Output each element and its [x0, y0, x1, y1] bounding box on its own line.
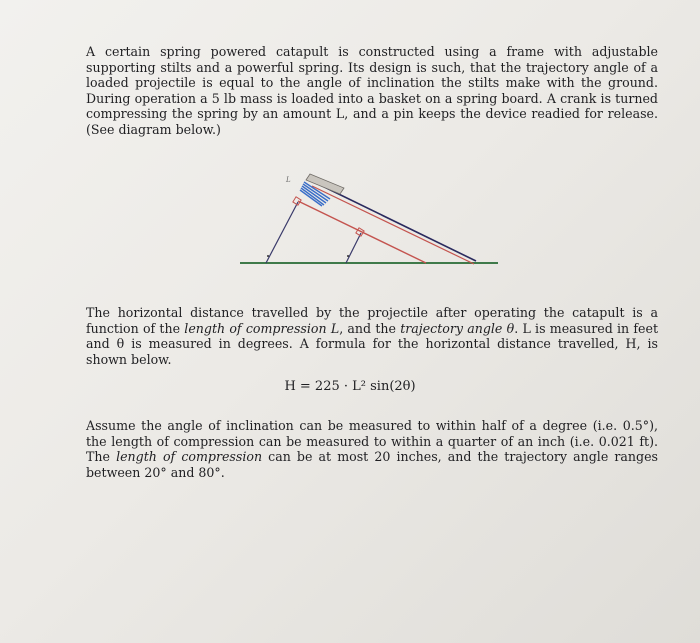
- formula: H = 225 · L² sin(2θ): [284, 379, 416, 394]
- compression-label: L: [286, 176, 291, 184]
- basket: [306, 174, 344, 194]
- paragraph-intro: A certain spring powered catapult is constructed using a frame with adjustable supporting stilts and a powerful spring. Its design is such, that the trajectory angle of a loaded projectile is equal to the angle of inclination the stilts make with the ground. During operation a 5 lb mass is loaded into a basket on a spring board. A crank is turned compressing the spring by an amount L, and a pin keeps the device readied for release. (See diagram below.): [86, 44, 658, 137]
- p3-part1: Assume the angle of inclination can be measured to within half of a degree (i.e. 0.5°), the length of compression can be measured to within a quarter of an inch (i.e. 0.021 ft). The: [86, 418, 658, 465]
- spring-board: [314, 182, 476, 261]
- catapult-diagram: [236, 168, 502, 268]
- p3-em1: length of compression: [116, 449, 263, 465]
- stilt-base-dot-2: [347, 255, 349, 257]
- tall-stilt: [266, 202, 298, 263]
- spring-board-red: [312, 186, 474, 264]
- p2-part1: The horizontal distance travelled by the projectile after operating the catapult is a function of the: [86, 305, 658, 336]
- short-stilt: [346, 233, 361, 263]
- p2-part3: . L is measured in feet and θ is measured in degrees. A formula for the horizontal distance travelled, H, is shown below.: [86, 320, 659, 367]
- p2-em1: length of compression L: [184, 320, 340, 336]
- p2-part2: , and the: [339, 320, 401, 336]
- p3-part2: can be at most 20 inches, and the trajectory angle ranges between 20° and 80°.: [86, 449, 658, 480]
- p2-em2: trajectory angle θ: [400, 320, 515, 336]
- paragraph-assumptions: [86, 418, 658, 480]
- stilt-base-dot-1: [267, 255, 269, 257]
- paragraph-function: [86, 305, 658, 367]
